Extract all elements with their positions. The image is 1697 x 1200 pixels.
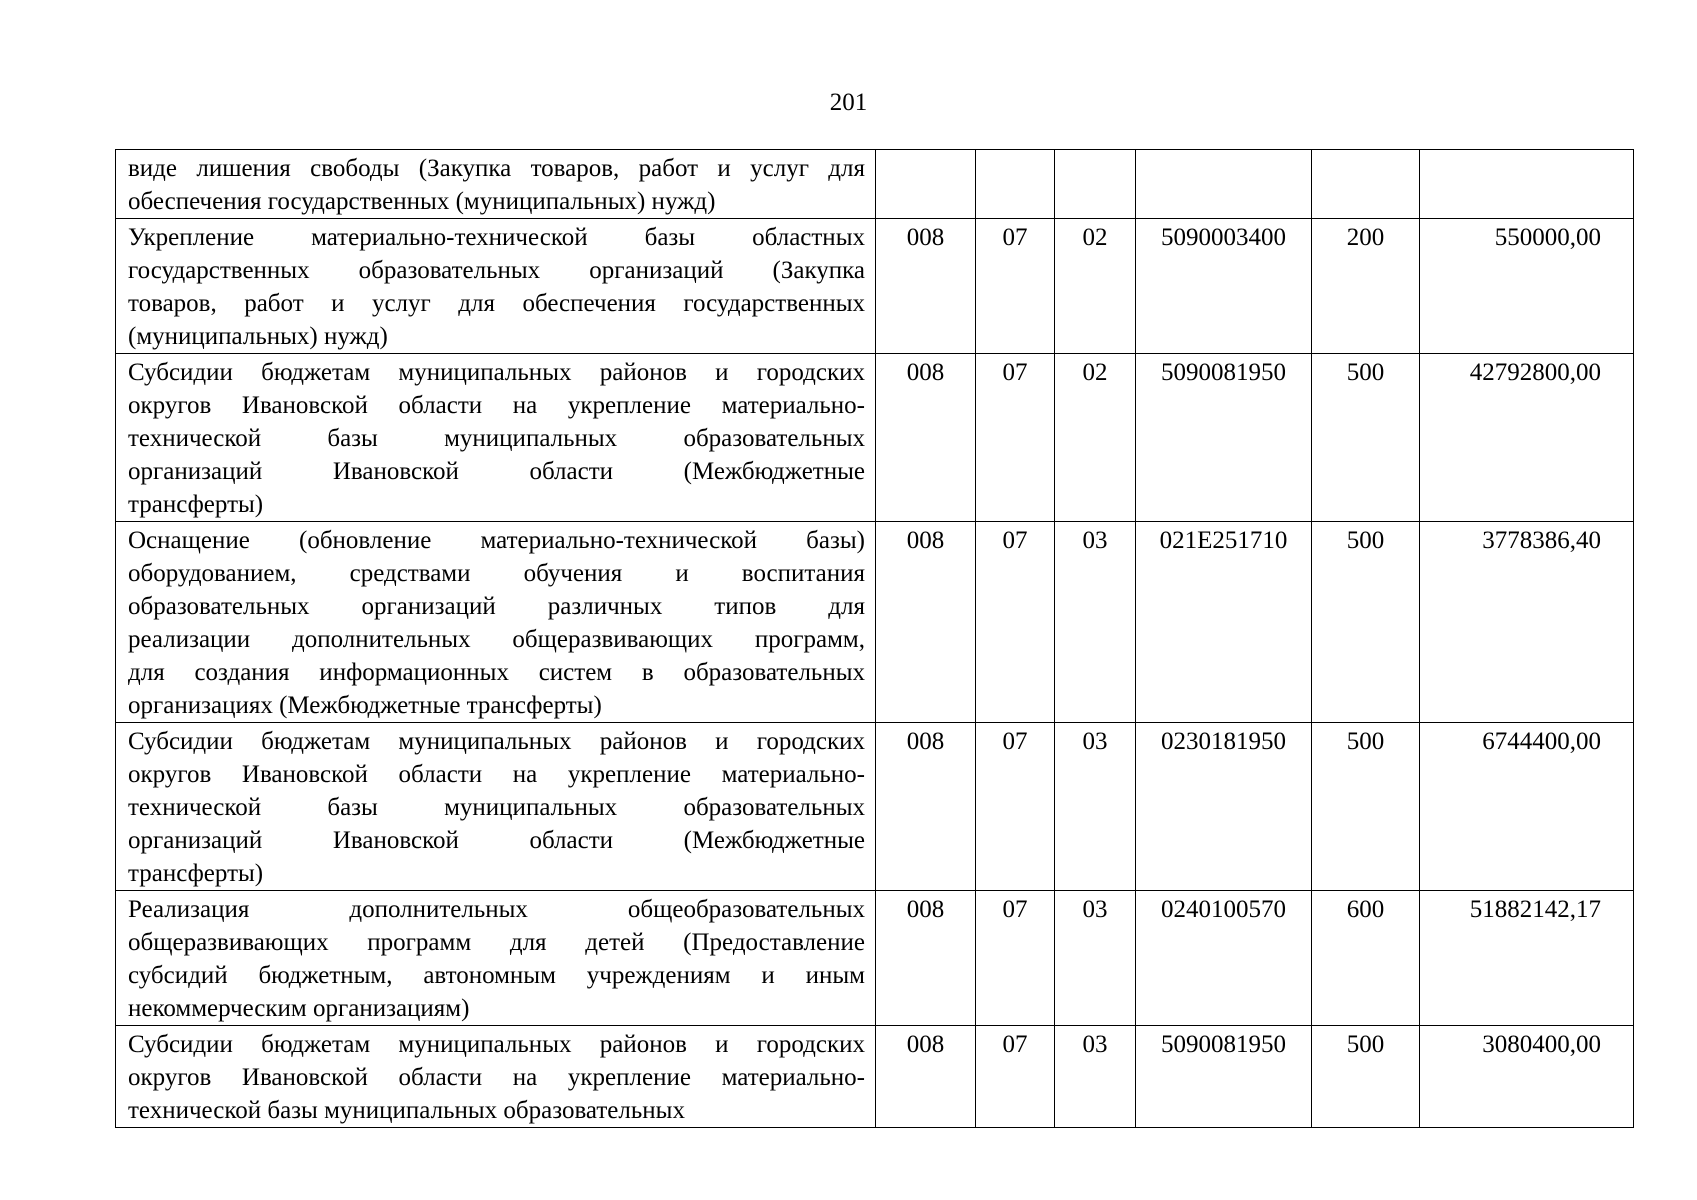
expense-type-cell: 500: [1312, 1026, 1420, 1128]
amount-cell: 3778386,40: [1420, 522, 1634, 723]
amount-cell: 51882142,17: [1420, 891, 1634, 1026]
expense-description-cell: [116, 150, 876, 219]
expense-description-line: (муниципальных) нужд): [128, 323, 388, 350]
target-article-cell: 0240100570: [1136, 891, 1312, 1026]
expense-description-line: округов Ивановской области на укрепление материально-: [128, 761, 865, 788]
ministry-code-cell: 008: [876, 1026, 976, 1128]
expense-description-line: субсидий бюджетным, автономным учреждениям и иным: [128, 962, 865, 989]
target-article-cell: [1136, 150, 1312, 219]
section-code-cell: 07: [976, 1026, 1055, 1128]
expense-description-line: виде лишения свободы (Закупка товаров, работ и услуг для: [128, 155, 865, 182]
amount-cell: [1420, 150, 1634, 219]
amount-cell: 42792800,00: [1420, 354, 1634, 522]
expense-description-cell: [116, 723, 876, 891]
ministry-code-cell: 008: [876, 522, 976, 723]
expense-type-cell: 500: [1312, 354, 1420, 522]
amount-cell: 6744400,00: [1420, 723, 1634, 891]
expense-type-cell: [1312, 150, 1420, 219]
expense-description-line: технической базы муниципальных образовательных: [128, 425, 865, 452]
section-code-cell: 07: [976, 522, 1055, 723]
target-article-cell: 0230181950: [1136, 723, 1312, 891]
expense-description-cell: [116, 354, 876, 522]
expense-description-line: округов Ивановской области на укрепление материально-: [128, 392, 865, 419]
subsection-code-cell: 03: [1055, 522, 1136, 723]
table-body: [116, 150, 1634, 1128]
page-number: 201: [829, 89, 868, 116]
expense-description-line: Субсидии бюджетам муниципальных районов и городских: [128, 728, 865, 755]
expense-type-cell: 600: [1312, 891, 1420, 1026]
expense-description-line: образовательных организаций различных типов для: [128, 593, 865, 620]
section-code-cell: 07: [976, 891, 1055, 1026]
budget-table: [115, 149, 1634, 1128]
expense-description-cell: [116, 891, 876, 1026]
expense-description-line: Укрепление материально-технической базы областных: [128, 224, 865, 251]
section-code-cell: 07: [976, 723, 1055, 891]
table-row: [116, 354, 1634, 522]
expense-description-line: трансферты): [128, 491, 264, 518]
expense-description-line: Реализация дополнительных общеобразовательных: [128, 896, 865, 923]
amount-cell: 550000,00: [1420, 219, 1634, 354]
expense-type-cell: 500: [1312, 522, 1420, 723]
expense-description-line: Субсидии бюджетам муниципальных районов и городских: [128, 1031, 865, 1058]
expense-description-line: оборудованием, средствами обучения и воспитания: [128, 560, 865, 587]
subsection-code-cell: 02: [1055, 219, 1136, 354]
expense-description-line: организаций Ивановской области (Межбюджетные: [128, 827, 865, 854]
subsection-code-cell: 02: [1055, 354, 1136, 522]
ministry-code-cell: 008: [876, 723, 976, 891]
expense-description-cell: [116, 1026, 876, 1128]
subsection-code-cell: 03: [1055, 891, 1136, 1026]
expense-type-cell: 500: [1312, 723, 1420, 891]
expense-description-line: Субсидии бюджетам муниципальных районов и городских: [128, 359, 865, 386]
expense-description-line: товаров, работ и услуг для обеспечения государственных: [128, 290, 865, 317]
table-row: [116, 891, 1634, 1026]
section-code-cell: 07: [976, 219, 1055, 354]
expense-description-line: округов Ивановской области на укрепление материально-: [128, 1064, 865, 1091]
expense-description-cell: [116, 522, 876, 723]
expense-description-line: организациях (Межбюджетные трансферты): [128, 692, 602, 719]
target-article-cell: 5090081950: [1136, 1026, 1312, 1128]
expense-description-line: организаций Ивановской области (Межбюджетные: [128, 458, 865, 485]
expense-description-line: технической базы муниципальных образовательных: [128, 1097, 685, 1124]
subsection-code-cell: [1055, 150, 1136, 219]
expense-type-cell: 200: [1312, 219, 1420, 354]
subsection-code-cell: 03: [1055, 723, 1136, 891]
target-article-cell: 5090081950: [1136, 354, 1312, 522]
table-row: [116, 219, 1634, 354]
section-code-cell: [976, 150, 1055, 219]
table-row: [116, 522, 1634, 723]
expense-description-line: некоммерческим организациям): [128, 995, 470, 1022]
table-row: [116, 150, 1634, 219]
ministry-code-cell: 008: [876, 891, 976, 1026]
expense-description-line: обеспечения государственных (муниципальных) нужд): [128, 188, 716, 215]
expense-description-line: трансферты): [128, 860, 264, 887]
expense-description-line: технической базы муниципальных образовательных: [128, 794, 865, 821]
expense-description-line: для создания информационных систем в образовательных: [128, 659, 865, 686]
ministry-code-cell: 008: [876, 219, 976, 354]
expense-description-line: реализации дополнительных общеразвивающих программ,: [128, 626, 865, 653]
table-row: [116, 723, 1634, 891]
expense-description-line: государственных образовательных организаций (Закупка: [128, 257, 865, 284]
ministry-code-cell: 008: [876, 354, 976, 522]
target-article-cell: 5090003400: [1136, 219, 1312, 354]
expense-description-cell: [116, 219, 876, 354]
amount-cell: 3080400,00: [1420, 1026, 1634, 1128]
expense-description-line: Оснащение (обновление материально-технической базы): [128, 527, 865, 554]
expense-description-line: общеразвивающих программ для детей (Предоставление: [128, 929, 865, 956]
ministry-code-cell: [876, 150, 976, 219]
target-article-cell: 021E251710: [1136, 522, 1312, 723]
subsection-code-cell: 03: [1055, 1026, 1136, 1128]
table-row: [116, 1026, 1634, 1128]
section-code-cell: 07: [976, 354, 1055, 522]
